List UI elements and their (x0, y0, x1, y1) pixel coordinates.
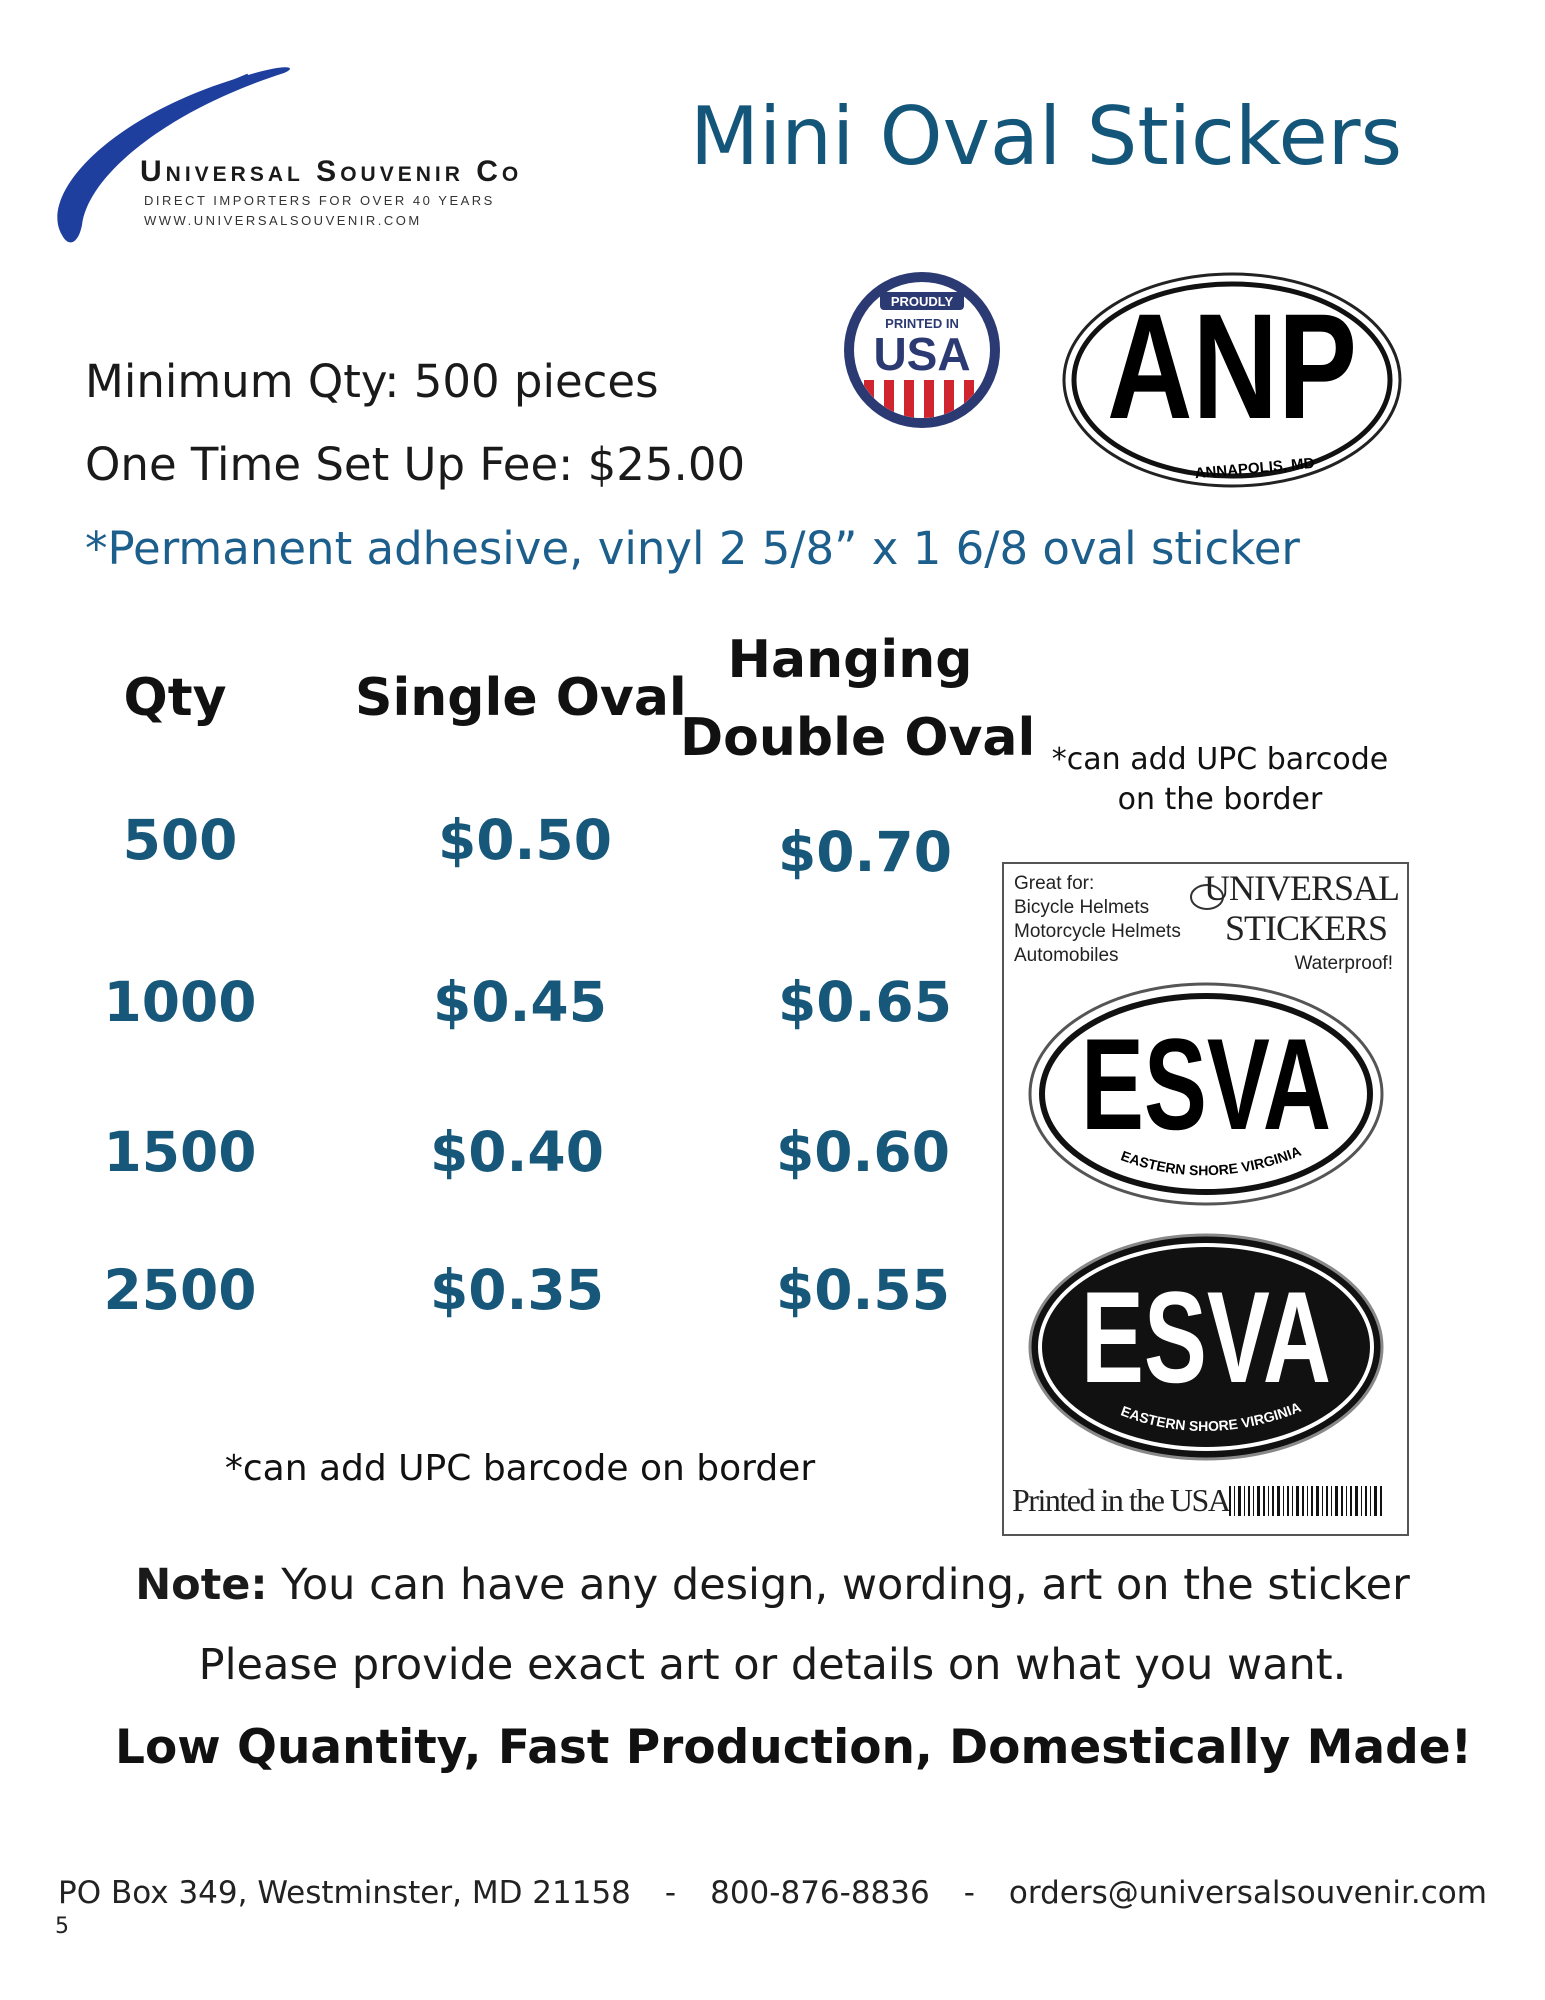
barcode-icon (1229, 1484, 1399, 1524)
header-double-oval: Double Oval (680, 708, 1036, 768)
footer-phone[interactable]: 800-876-8836 (710, 1875, 930, 1911)
sticker-card-image (1002, 862, 1409, 1536)
header-hanging: Hanging (727, 630, 973, 690)
footer-separator-1: - (664, 1875, 677, 1911)
footer-contact (0, 1875, 1545, 1911)
minimum-qty-text: Minimum Qty: 500 pieces (85, 355, 659, 408)
card-waterproof: Waterproof! (1294, 953, 1393, 974)
card-use-1: Bicycle Helmets (1014, 897, 1150, 918)
footer-address: PO Box 349, Westminster, MD 21158 (58, 1875, 631, 1911)
row-500-single: $0.50 (438, 808, 612, 872)
row-2500-single: $0.35 (430, 1258, 604, 1322)
svg-text:ANNAPOLIS, MD: ANNAPOLIS, MD (1194, 454, 1316, 483)
svg-text:USA: USA (873, 328, 971, 380)
note-line1 (0, 1560, 1545, 1610)
svg-text:PRINTED IN: PRINTED IN (885, 316, 959, 331)
upc-note-card-line1: *can add UPC barcode (1051, 742, 1389, 777)
row-1000-double: $0.65 (778, 970, 952, 1034)
header-qty: Qty (123, 668, 227, 728)
row-1000-qty: 1000 (103, 970, 257, 1034)
card-use-2: Motorcycle Helmets (1014, 921, 1181, 942)
upc-note-table: *can add UPC barcode on border (224, 1448, 816, 1489)
row-2500-qty: 2500 (103, 1258, 257, 1322)
svg-text:ESVA: ESVA (1081, 1011, 1331, 1157)
card-printed-usa: Printed in the USA (1012, 1482, 1230, 1518)
footer-email[interactable]: orders@universalsouvenir.com (1008, 1875, 1487, 1911)
header-single-oval: Single Oval (355, 668, 687, 728)
card-great-for: Great for: (1014, 873, 1095, 894)
upc-note-card-line2: on the border (1117, 782, 1323, 817)
row-1500-double: $0.60 (776, 1120, 950, 1184)
sticker-spec-text: *Permanent adhesive, vinyl 2 5/8” x 1 6/8 oval sticker (85, 522, 1300, 575)
anp-oval-sticker-image (1060, 268, 1405, 498)
esva-white-sticker-image (1026, 979, 1386, 1209)
row-1500-qty: 1500 (103, 1120, 257, 1184)
tagline: Low Quantity, Fast Production, Domestically Made! (115, 1720, 1473, 1775)
card-brand-line1: UNIVERSAL (1204, 868, 1399, 908)
page-number: 5 (55, 1914, 69, 1939)
printed-in-usa-badge-icon (842, 270, 1002, 430)
esva-black-sticker-image (1026, 1232, 1386, 1462)
logo-tagline: DIRECT IMPORTERS FOR OVER 40 YEARS (144, 193, 495, 208)
note-line2: Please provide exact art or details on what you want. (198, 1640, 1347, 1690)
row-2500-double: $0.55 (776, 1258, 950, 1322)
logo-company-name: Universal Souvenir Co (140, 155, 523, 188)
row-500-qty: 500 (122, 808, 238, 872)
row-1000-single: $0.45 (433, 970, 607, 1034)
row-500-double: $0.70 (778, 820, 952, 884)
page-title: Mini Oval Stickers (690, 90, 1403, 183)
setup-fee-text: One Time Set Up Fee: $25.00 (85, 438, 746, 491)
logo-url: WWW.UNIVERSALSOUVENIR.COM (144, 213, 422, 228)
row-1500-single: $0.40 (430, 1120, 604, 1184)
svg-text:ANP: ANP (1107, 282, 1357, 450)
note-label: Note: (135, 1560, 268, 1610)
card-use-3: Automobiles (1014, 945, 1119, 966)
svg-text:EASTERN SHORE VIRGINIA: EASTERN SHORE VIRGINIA (1118, 1142, 1304, 1179)
card-brand-line2: STICKERS (1224, 908, 1387, 948)
svg-text:PROUDLY: PROUDLY (890, 294, 954, 309)
svg-text:EASTERN SHORE VIRGINIA: EASTERN SHORE VIRGINIA (1118, 1398, 1304, 1435)
company-logo (48, 55, 658, 255)
note-text: You can have any design, wording, art on the sticker (267, 1560, 1410, 1610)
footer-separator-2: - (963, 1875, 975, 1911)
svg-text:ESVA: ESVA (1081, 1264, 1331, 1410)
